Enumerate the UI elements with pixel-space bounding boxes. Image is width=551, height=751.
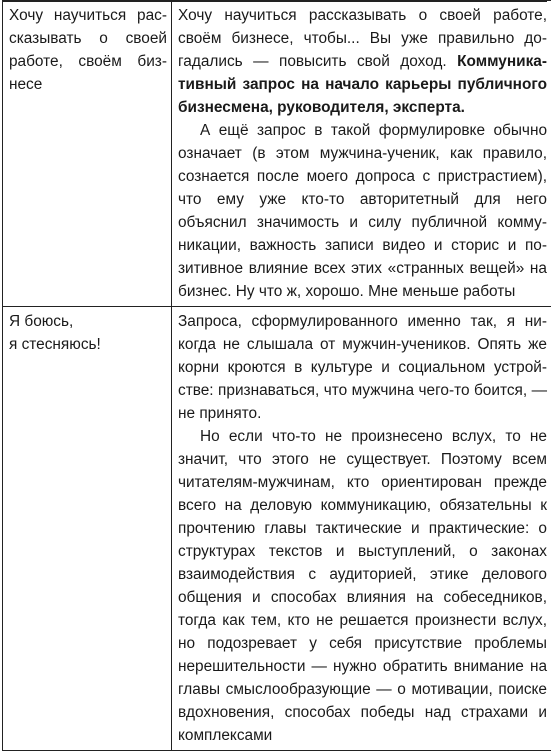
comment-paragraph: А ещё запрос в такой формулировке обычно означает (в этом мужчина-ученик, как правило, сознается после моего допроса с пристрастием), что ему уже кто-то авторитетный для него объяснил значимость и силу публичной коммуникации, важность записи видео и сторис и позитивное влияние всех этих «странных вещей» на бизнес. Ну что ж, хорошо. Мне меньше работы [178,119,547,303]
table-cell-request [3,307,172,751]
request-table [2,0,551,751]
request-text: Хочу научиться рассказывать о своей работе, своём бизнесе [9,4,167,96]
table-cell-comment [172,1,551,307]
table-row [3,1,551,307]
comment-paragraph: Но если что-то не произнесено вслух, то не значит, что этого не существует. Поэтому всем читателям-мужчинам, кто ориентирован прежде всего на деловую коммуникацию, обязательны к прочтению главы тактические и практические: о структурах текстов и выступлений, о законах взаимодействия с аудиторией, этике делового общения и способах влияния на собеседников, тогда как тем, кто не решается произнести вслух, но подозревает у себя присутствие проблемы нерешительности — нужно обратить внимание на главы смыслообразующие — о мотивации, поиске вдохновения, способах победы над страхами и комплексами [178,425,547,747]
request-text-line: я стесняюсь! [9,333,167,356]
comment-text: Хочу научиться рассказывать о своей работе, своём бизнесе, чтобы... Вы уже правильно догадались — повысить свой доход. [178,7,547,70]
table-cell-comment [172,307,551,751]
comment-bold-text: Коммуникативный запрос на начало карьеры публичного бизнесмена, руководителя, эксперта. [178,53,547,116]
comment-paragraph: Запроса, сформулированного именно так, я никогда не слышала от мужчин-учеников. Опять же корни кроются в культуре и социальном устройстве: признаваться, что мужчина чего-то боится, — не принято. [178,310,547,425]
request-text-line: Я боюсь, [9,310,167,333]
table-row [3,307,551,751]
table-cell-request [3,1,172,307]
comment-paragraph [178,4,547,119]
